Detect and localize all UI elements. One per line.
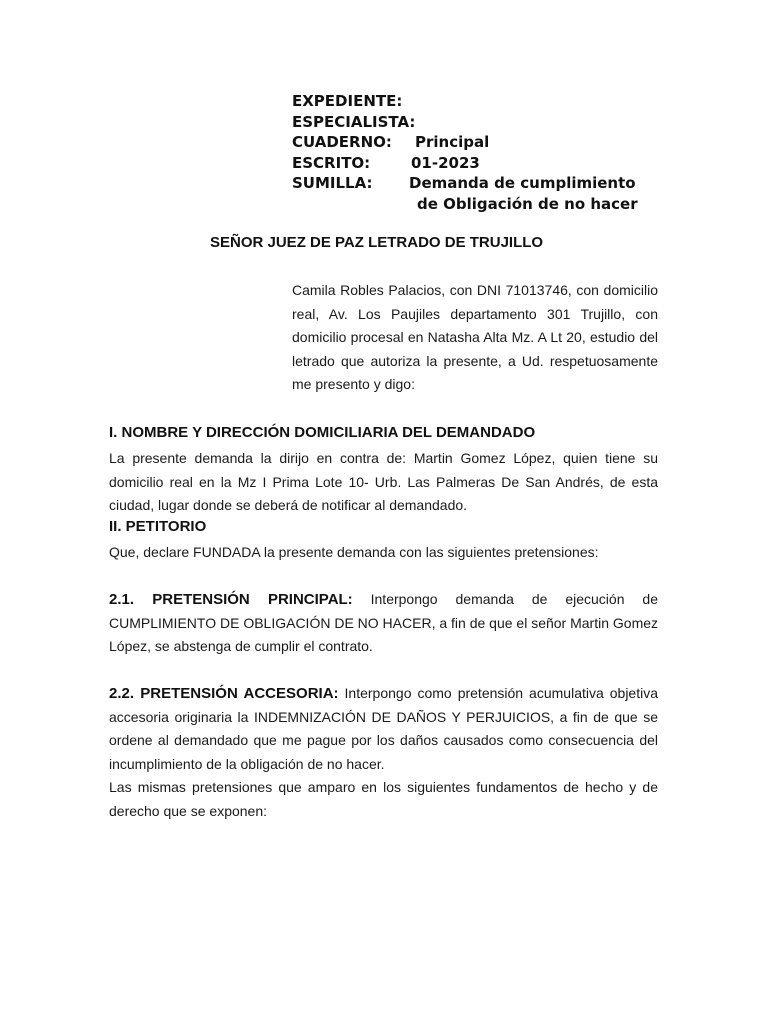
escrito-label: ESCRITO:	[292, 153, 371, 172]
intro-line: real, Av. Los Paujiles departamento 301 Trujillo, con	[292, 305, 658, 322]
pretension-accesoria-line: incumplimiento de la obligación de no hacer.	[109, 755, 385, 772]
sumilla-label: SUMILLA:	[292, 174, 373, 192]
pretension-accesoria-line: Las mismas pretensiones que amparo en los siguientes fundamentos de hecho y de	[109, 779, 658, 795]
section-2-line: Que, declare FUNDADA la presente demanda con las siguientes pretensiones:	[109, 544, 599, 560]
sumilla-row	[292, 173, 636, 194]
sumilla-value-line2: de Obligación de no hacer	[417, 194, 638, 213]
pretension-accesoria-line	[109, 682, 658, 706]
pretension-accesoria-line: accesoria originaria la INDEMNIZACIÓN DE DAÑOS Y PERJUICIOS, a fin de que se	[109, 708, 658, 725]
expediente-row	[292, 91, 415, 112]
pretension-accesoria-label: 2.2. PRETENSIÓN ACCESORIA:	[109, 685, 339, 702]
court-address: SEÑOR JUEZ DE PAZ LETRADO DE TRUJILLO	[210, 234, 544, 251]
pretension-principal-line: López, se abstenga de cumplir el contrato.	[109, 638, 373, 654]
sumilla-row-2	[292, 194, 638, 215]
intro-line: domicilio procesal en Natasha Alta Mz. A Lt 20, estudio del	[292, 329, 658, 345]
intro-line: me presento y digo:	[292, 376, 415, 392]
expediente-label: EXPEDIENTE:	[292, 92, 403, 110]
cuaderno-value: Principal	[415, 133, 490, 151]
pretension-principal-line: CUMPLIMIENTO DE OBLIGACIÓN DE NO HACER, a fin de que el señor Martin Gomez	[109, 614, 659, 631]
especialista-row	[292, 112, 415, 133]
pretension-principal-text: Interpongo demanda de ejecución de	[370, 591, 658, 607]
section-1-line: domicilio real en la Mz I Prima Lote 10- Urb. Las Palmeras De San Andrés, de esta	[109, 473, 658, 490]
sumilla-value-line1: Demanda de cumplimiento	[409, 174, 636, 192]
pretension-accesoria	[109, 682, 658, 823]
pretension-accesoria-text: Interpongo como pretensión acumulativa objetiva	[344, 685, 659, 701]
escrito-value: 01-2023	[411, 153, 480, 172]
pretension-accesoria-line: derecho que se exponen:	[109, 802, 268, 819]
cuaderno-label: CUADERNO:	[292, 133, 392, 151]
especialista-label: ESPECIALISTA:	[292, 112, 416, 131]
plaintiff-intro	[292, 279, 658, 397]
pretension-principal-line	[109, 588, 658, 612]
intro-line: Camila Robles Palacios, con DNI 71013746, con domicilio	[292, 282, 658, 298]
section-1-body	[109, 447, 658, 518]
section-1-line: ciudad, lugar donde se deberá de notificar al demandado.	[109, 497, 468, 513]
section-2-body	[109, 541, 658, 565]
section-2-title: II. PETITORIO	[109, 518, 207, 535]
escrito-row	[292, 153, 480, 174]
intro-line: letrado que autoriza la presente, a Ud. respetuosamente	[292, 352, 658, 369]
cuaderno-row	[292, 132, 490, 153]
section-1-line: La presente demanda la dirijo en contra de: Martin Gomez López, quien tiene su	[109, 450, 658, 466]
case-header	[292, 91, 638, 214]
pretension-accesoria-line: ordene al demandado que me pague por los daños causados como consecuencia del	[109, 732, 658, 748]
section-1-title: I. NOMBRE Y DIRECCIÓN DOMICILIARIA DEL DEMANDADO	[109, 424, 536, 441]
pretension-principal-label: 2.1. PRETENSIÓN PRINCIPAL:	[109, 591, 353, 608]
pretension-principal	[109, 588, 658, 659]
